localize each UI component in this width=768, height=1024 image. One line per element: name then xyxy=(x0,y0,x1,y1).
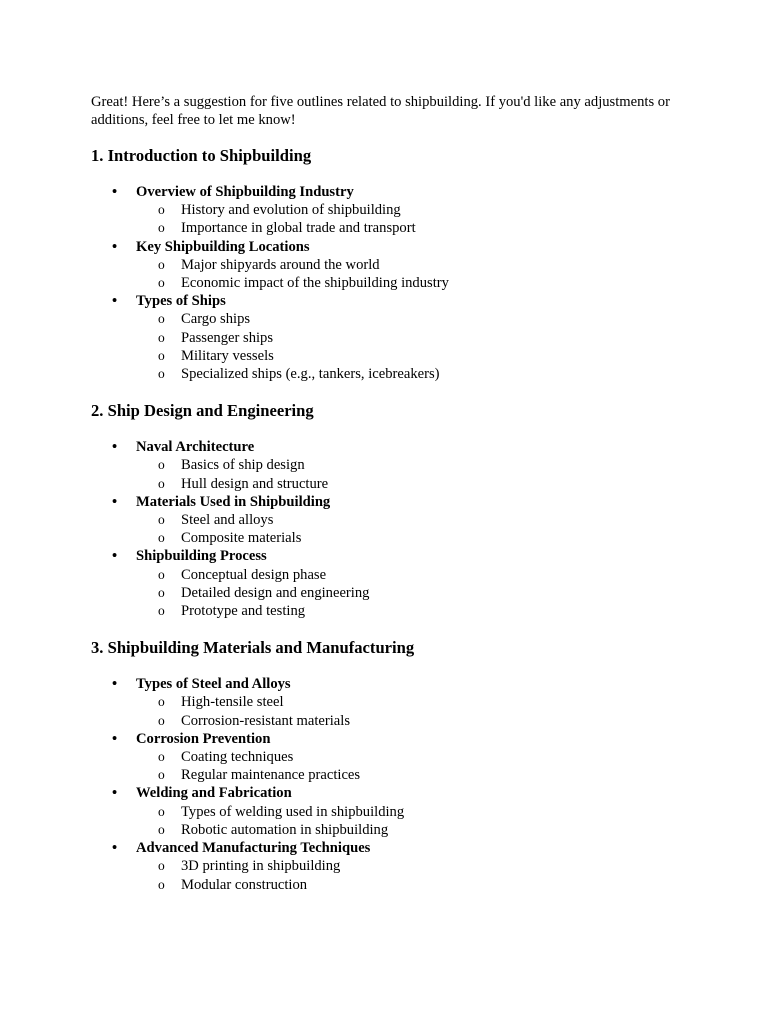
sub-item-text: Regular maintenance practices xyxy=(181,767,361,784)
sub-item-text: Composite materials xyxy=(181,530,302,547)
sub-item-text: Military vessels xyxy=(181,347,274,364)
sub-bullet-marker: o xyxy=(158,694,165,710)
section-heading: 2. Ship Design and Engineering xyxy=(91,401,314,421)
sub-item-list xyxy=(136,310,691,383)
outline-item-title: Corrosion Prevention xyxy=(136,730,271,747)
sub-item-text: Major shipyards around the world xyxy=(181,256,380,273)
sub-bullet-marker: o xyxy=(158,858,165,874)
sub-item-text: Prototype and testing xyxy=(181,603,306,620)
sub-item-text: Modular construction xyxy=(181,876,308,893)
outline-section xyxy=(91,638,691,893)
sub-item-text: Detailed design and engineering xyxy=(181,584,370,601)
sub-bullet-marker: o xyxy=(158,712,165,728)
sub-bullet-marker: o xyxy=(158,220,165,236)
outline-section xyxy=(91,401,691,620)
sub-item-text: Corrosion-resistant materials xyxy=(181,712,351,729)
outline-item-title: Overview of Shipbuilding Industry xyxy=(136,184,354,200)
outline-item xyxy=(91,839,691,894)
sub-item-list xyxy=(136,803,691,839)
sub-item xyxy=(136,821,691,839)
sub-item-text: Types of welding used in shipbuilding xyxy=(181,803,405,820)
bullet-marker: • xyxy=(112,439,118,456)
bullet-marker: • xyxy=(112,785,118,802)
outline-item-title: Welding and Fabrication xyxy=(136,785,292,802)
outline-item-title: Key Shipbuilding Locations xyxy=(136,238,310,255)
sub-item-list xyxy=(136,693,691,729)
sub-bullet-marker: o xyxy=(158,311,165,327)
section-item-list xyxy=(91,183,691,383)
sub-item-text: Importance in global trade and transport xyxy=(181,220,416,237)
section-item-list xyxy=(91,438,691,620)
outline-sections xyxy=(91,146,691,894)
sub-bullet-marker: o xyxy=(158,256,165,272)
bullet-marker: • xyxy=(112,840,118,857)
sub-item-list xyxy=(136,511,691,547)
sub-item-text: History and evolution of shipbuilding xyxy=(181,202,401,219)
outline-item xyxy=(91,784,691,839)
sub-bullet-marker: o xyxy=(158,512,165,528)
sub-item-list xyxy=(136,748,691,784)
sub-item xyxy=(136,456,691,474)
bullet-marker: • xyxy=(112,730,118,747)
sub-bullet-marker: o xyxy=(158,275,165,291)
sub-item-text: Cargo ships xyxy=(181,311,251,328)
sub-item xyxy=(136,274,691,292)
sub-bullet-marker: o xyxy=(158,347,165,363)
outline-item xyxy=(91,730,691,785)
outline-item-title: Shipbuilding Process xyxy=(136,548,267,565)
bullet-marker: • xyxy=(112,293,118,310)
sub-bullet-marker: o xyxy=(158,821,165,837)
document-body xyxy=(91,93,691,912)
sub-bullet-marker: o xyxy=(158,457,165,473)
outline-item xyxy=(91,547,691,620)
outline-item xyxy=(91,438,691,493)
sub-item-text: Passenger ships xyxy=(181,329,274,346)
outline-item xyxy=(91,675,691,730)
bullet-marker: • xyxy=(112,676,118,693)
sub-item-text: Robotic automation in shipbuilding xyxy=(181,821,389,838)
sub-bullet-marker: o xyxy=(158,603,165,619)
outline-item xyxy=(91,292,691,383)
bullet-marker: • xyxy=(112,184,118,200)
sub-item xyxy=(136,475,691,493)
section-item-list xyxy=(91,675,691,893)
sub-bullet-marker: o xyxy=(158,803,165,819)
sub-item-text: Economic impact of the shipbuilding industry xyxy=(181,275,449,292)
sub-item-list xyxy=(136,256,691,292)
sub-item-text: Basics of ship design xyxy=(181,457,305,474)
sub-item xyxy=(136,876,691,894)
intro-paragraph: Great! Here’s a suggestion for five outlines related to shipbuilding. If you'd like any adjustments or additions, feel free to let me know! xyxy=(91,94,670,128)
outline-item-title: Advanced Manufacturing Techniques xyxy=(136,840,371,857)
sub-item xyxy=(136,766,691,784)
section-heading: 3. Shipbuilding Materials and Manufacturing xyxy=(91,638,415,658)
outline-item xyxy=(91,493,691,548)
sub-item xyxy=(136,365,691,383)
bullet-marker: • xyxy=(112,548,118,565)
sub-item-list xyxy=(136,566,691,621)
sub-item xyxy=(136,602,691,620)
outline-item xyxy=(91,238,691,293)
outline-item-title: Types of Steel and Alloys xyxy=(136,676,291,693)
sub-item xyxy=(136,566,691,584)
outline-item-title: Types of Ships xyxy=(136,293,226,310)
sub-item xyxy=(136,201,691,219)
sub-item xyxy=(136,529,691,547)
sub-item-text: Coating techniques xyxy=(181,749,294,766)
sub-item xyxy=(136,511,691,529)
sub-item xyxy=(136,712,691,730)
bullet-marker: • xyxy=(112,493,118,510)
section-heading: 1. Introduction to Shipbuilding xyxy=(91,146,312,165)
sub-item-text: High-tensile steel xyxy=(181,694,284,711)
sub-bullet-marker: o xyxy=(158,202,165,218)
outline-item xyxy=(91,183,691,238)
sub-bullet-marker: o xyxy=(158,530,165,546)
sub-item-list xyxy=(136,456,691,492)
sub-bullet-marker: o xyxy=(158,584,165,600)
sub-item-text: Steel and alloys xyxy=(181,512,274,529)
sub-item-list xyxy=(136,201,691,237)
sub-item xyxy=(136,584,691,602)
sub-item xyxy=(136,857,691,875)
outline-item-title: Naval Architecture xyxy=(136,439,255,456)
outline-item-title: Materials Used in Shipbuilding xyxy=(136,493,331,510)
sub-item xyxy=(136,310,691,328)
sub-item xyxy=(136,219,691,237)
sub-bullet-marker: o xyxy=(158,876,165,892)
sub-item xyxy=(136,693,691,711)
sub-bullet-marker: o xyxy=(158,366,165,382)
sub-item-text: Specialized ships (e.g., tankers, icebreakers) xyxy=(181,366,440,383)
sub-item xyxy=(136,803,691,821)
sub-bullet-marker: o xyxy=(158,767,165,783)
sub-item-text: Hull design and structure xyxy=(181,475,329,492)
sub-bullet-marker: o xyxy=(158,749,165,765)
sub-bullet-marker: o xyxy=(158,475,165,491)
sub-item xyxy=(136,256,691,274)
outline-section xyxy=(91,146,691,383)
sub-bullet-marker: o xyxy=(158,566,165,582)
sub-item-text: 3D printing in shipbuilding xyxy=(181,858,341,875)
sub-item-list xyxy=(136,857,691,893)
sub-item xyxy=(136,748,691,766)
bullet-marker: • xyxy=(112,238,118,255)
sub-item xyxy=(136,329,691,347)
sub-item xyxy=(136,347,691,365)
sub-bullet-marker: o xyxy=(158,329,165,345)
sub-item-text: Conceptual design phase xyxy=(181,566,327,583)
